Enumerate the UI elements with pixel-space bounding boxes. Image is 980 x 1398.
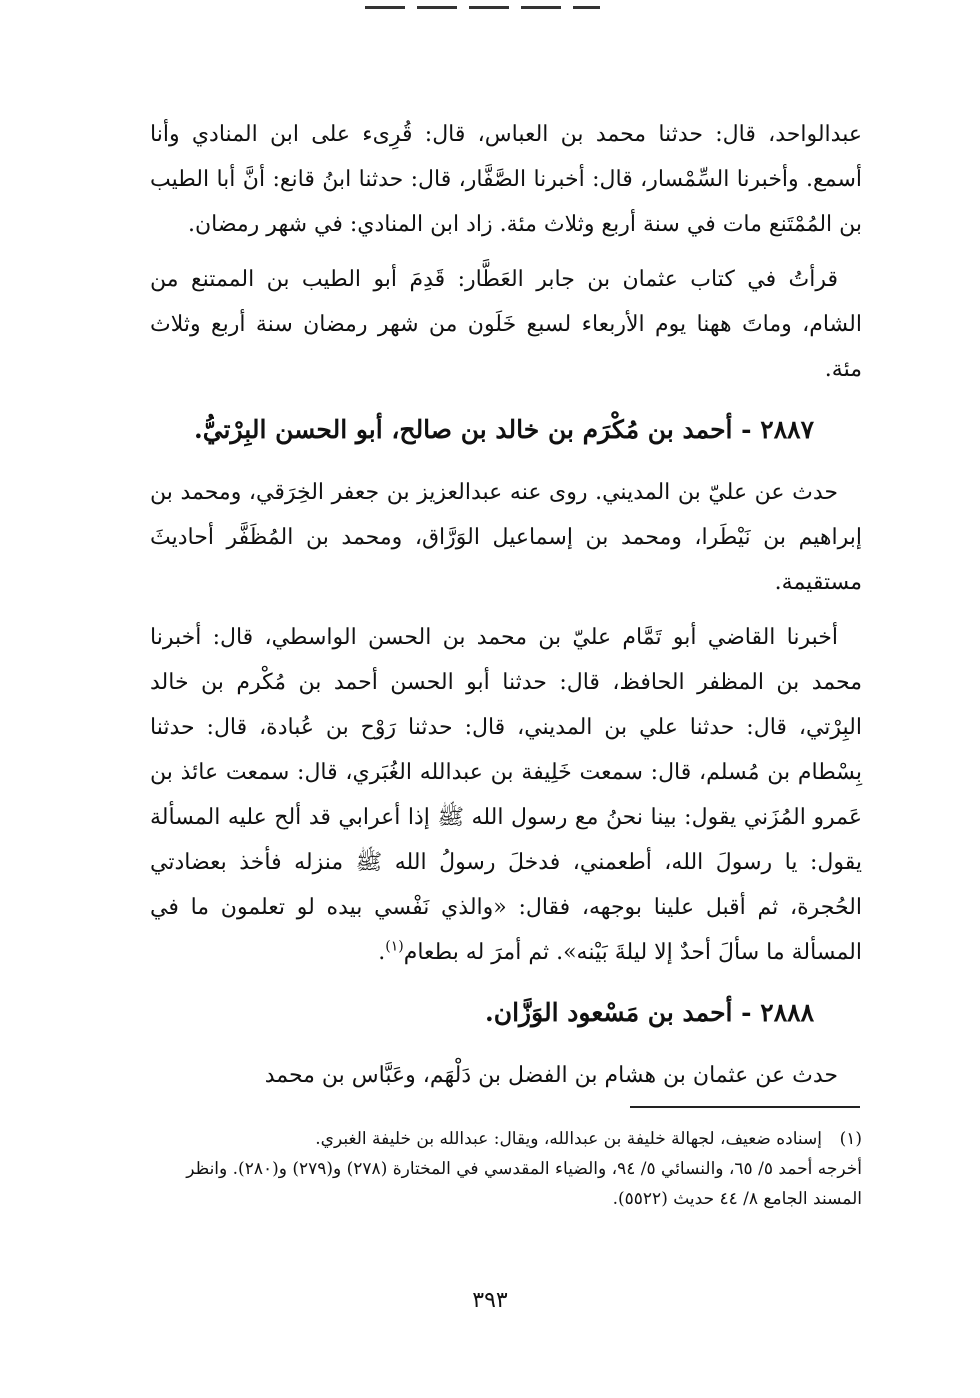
entry-title: - أحمد بن مُكْرَم بن خالد بن صالح، أبو الحسن البِرْتيُّ.: [194, 415, 752, 444]
paragraph-3: حدث عن عليّ بن المديني. روى عنه عبدالعزيز بن جعفر الخِرَقي، ومحمد بن إبراهيم بن نَيْطَرا، ومحمد بن إسماعيل الوَرَّاق، ومحمد بن المُظَفَّر أحاديثَ مستقيمة.: [150, 480, 862, 595]
entry-number: ٢٨٨٧: [760, 415, 814, 444]
footnote-1: [150, 1124, 862, 1154]
paragraph-5: حدث عن عثمان بن هشام بن الفضل بن دَلْهَم، وعَبَّاس بن محمد: [264, 1063, 838, 1088]
entry-heading-2888: [150, 987, 862, 1039]
page-body: [150, 112, 862, 1108]
hadith-text: أخبرنا القاضي أبو تَمَّام عليّ بن محمد بن الحسن الواسطي، قال: أخبرنا محمد بن المظفر الحافظ، قال: حدثنا أبو الحسن أحمد بن مُكْرم بن خالد البِرْتي، قال: حدثنا علي بن المديني، قال: حدثنا رَوْح بن عُبادة، قال: حدثنا بِسْطام بن مُسلم، قال: سمعت خَلِيفة بن عبدالله الغُبَري، قال: سمعت عائذ بن عَمرو المُزَني يقول: بينا نحنُ مع رسول الله ﷺ إذا أعرابي قد ألح عليه المسألة يقول: يا رسولَ الله، أطعمني، فدخلَ رسولُ الله ﷺ منزله فأخذ بعضادتي الحُجرة، ثم أقبل علينا بوجهه، فقال: «والذي نَفْسي بيده لو تعلمون ما في المسألة ما سألَ أحدٌ إلا ليلةَ بَيْنه». ثم أمرَ له بطعام: [150, 625, 862, 965]
entry-heading-2887: [150, 404, 862, 456]
footnote-1-continued: أخرجه أحمد ٥/ ٦٥، والنسائي ٥/ ٩٤، والضياء المقدسي في المختارة (٢٧٨) و(٢٧٩) و(٢٨٠). وانظر المسند الجامع ٨/ ٤٤ حديث (٥٥٢٢).: [186, 1159, 862, 1209]
entry-number: ٢٨٨٨: [760, 998, 814, 1027]
page-number: ٣٩٣: [472, 1288, 508, 1313]
footnotes: [150, 1124, 862, 1214]
paragraph-1: عبدالواحد، قال: حدثنا محمد بن العباس، قال: قُرِىء على ابن المنادي وأنا أسمع. وأخبرنا السِّمْسار، قال: أخبرنا الصَّفَّار، قال: حدثنا ابنُ قانع: أنَّ أبا الطيب بن المُمْتَنع مات في سنة أربع وثلاث مئة. زاد ابن المنادي: في شهر رمضان.: [150, 122, 862, 237]
entry-title: - أحمد بن مَسْعود الوَزَّان.: [485, 998, 752, 1027]
paragraph-4: [150, 615, 862, 975]
header-rule: [365, 6, 600, 9]
paragraph-2: قرأتُ في كتاب عثمان بن جابر العَطَّار: قَدِمَ أبو الطيب بن الممتنع من الشام، وماتَ ههنا يوم الأربعاء لسبع خَلَون من شهر رمضان سنة أربع وثلاث مئة.: [150, 267, 862, 382]
hadith-end: .: [378, 940, 386, 965]
footnote-separator: [630, 1106, 860, 1108]
footnote-number: (١): [839, 1129, 862, 1149]
footnote-ref: (١): [385, 938, 404, 955]
footnote-text: إسناده ضعيف، لجهالة خليفة بن عبدالله، ويقال: عبدالله بن خليفة الغبري.: [315, 1129, 822, 1149]
